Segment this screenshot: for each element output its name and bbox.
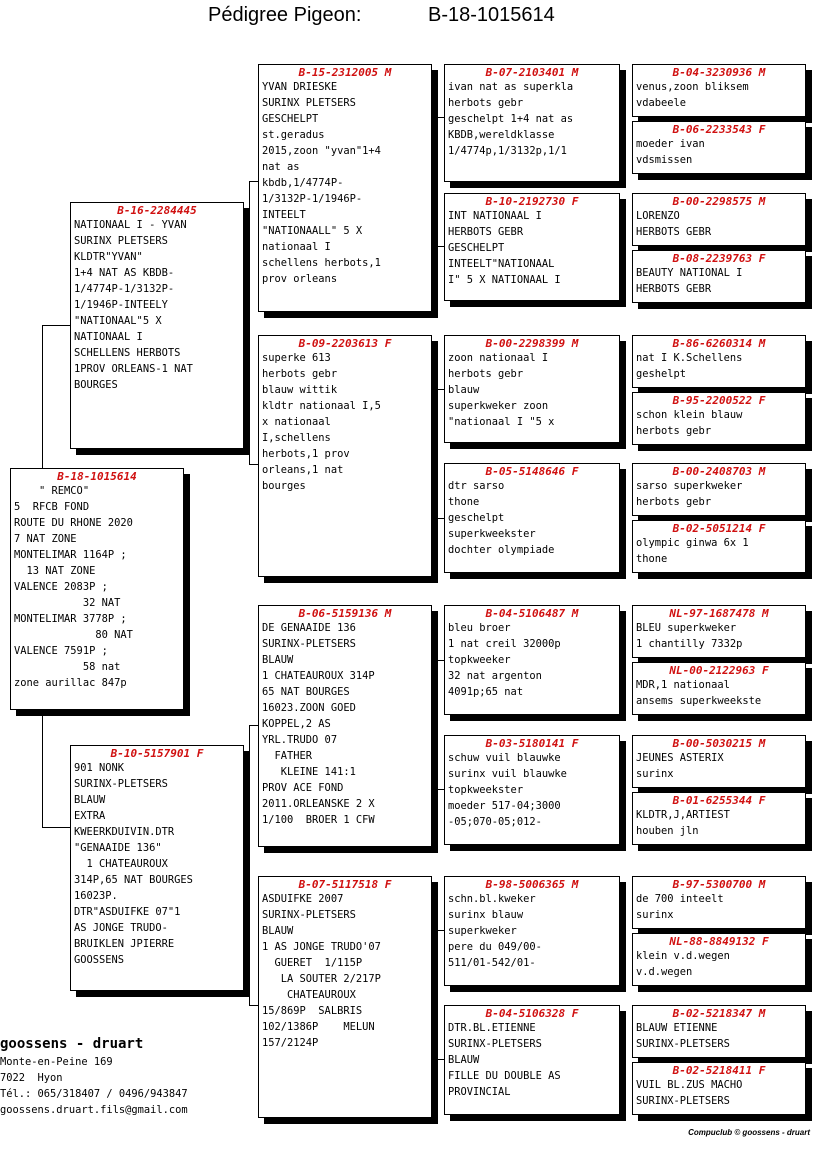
pigeon-notes: schn.bl.kweker surinx blauw superkweker pere du 049/00- 511/01-542/01- xyxy=(448,893,542,969)
connector xyxy=(436,789,444,790)
ring-number: B-16-2284445 xyxy=(117,204,197,217)
connector xyxy=(436,660,437,789)
owner-name: goossens - druart xyxy=(0,1036,144,1052)
pigeon-card-g5-2 xyxy=(632,121,806,174)
pigeon-card-sire xyxy=(70,202,244,449)
pigeon-card-g5-15 xyxy=(632,1005,806,1058)
pigeon-card-subject xyxy=(10,468,184,710)
ring-number: B-06-2233543 F xyxy=(672,123,766,136)
ring-number: B-05-5148646 F xyxy=(485,465,579,478)
ring-number: B-07-5117518 F xyxy=(298,878,392,891)
pigeon-notes: JEUNES ASTERIX surinx xyxy=(636,752,724,780)
pigeon-card-dam xyxy=(70,745,244,991)
pigeon-card-great-grandparent-1 xyxy=(444,64,620,182)
ring-number: B-97-5300700 M xyxy=(672,878,766,891)
ring-number: B-06-5159136 M xyxy=(298,607,392,620)
ring-number: B-04-3230936 M xyxy=(672,66,766,79)
ring-number: B-04-5106328 F xyxy=(485,1007,579,1020)
pigeon-notes: bleu broer 1 nat creil 32000p topkweeker 32 nat argenton 4091p;65 nat xyxy=(448,622,561,698)
pigeon-card-great-grandparent-2 xyxy=(444,193,620,301)
pigeon-card-g5-12 xyxy=(632,792,806,845)
pigeon-notes: superke 613 herbots gebr blauw wittik kldtr nationaal I,5 x nationaal I,schellens herbots,1 prov orleans,1 nat bourges xyxy=(262,352,381,492)
pigeon-notes: INT NATIONAAL I HERBOTS GEBR GESCHELPT INTEELT"NATIONAAL I" 5 X NATIONAAL I xyxy=(448,210,561,286)
pigeon-notes: schon klein blauw herbots gebr xyxy=(636,409,743,437)
ring-number: NL-88-8849132 F xyxy=(669,935,769,948)
pigeon-card-great-grandparent-4 xyxy=(444,463,620,573)
pigeon-card-great-grandparent-7 xyxy=(444,876,620,986)
connector xyxy=(249,464,258,465)
pigeon-notes: NATIONAAL I - YVAN SURINX PLETSERS KLDTR"YVAN" 1+4 NAT AS KBDB- 1/4774P-1/3132P- 1/1946P-INTEELY "NATIONAAL"5 X NATIONAAL I SCHELLENS HERBOTS 1PROV ORLEANS-1 NAT BOURGES xyxy=(74,219,193,391)
connector xyxy=(436,246,444,247)
pigeon-notes: MDR,1 nationaal ansems superkweekste xyxy=(636,679,762,707)
pigeon-notes: de 700 inteelt surinx xyxy=(636,893,724,921)
connector xyxy=(42,325,43,468)
owner-city: 7022 Hyon xyxy=(0,1072,63,1084)
pigeon-notes: 901 NONK SURINX-PLETSERS BLAUW EXTRA KWEERKDUIVIN.DTR "GENAAIDE 136" 1 CHATEAUROUX 314P,65 NAT BOURGES 16023P. DTR"ASDUIFKE 07"1 AS JONGE TRUDO- BRUIKLEN JPIERRE GOOSSENS xyxy=(74,762,193,966)
pigeon-notes: zoon nationaal I herbots gebr blauw superkweker zoon "nationaal I "5 x xyxy=(448,352,555,428)
owner-address: Monte-en-Peine 169 xyxy=(0,1056,113,1068)
pigeon-card-grandparent-3 xyxy=(258,605,432,847)
pigeon-notes: BLAUW ETIENNE SURINX-PLETSERS xyxy=(636,1022,730,1050)
ring-number: B-02-5218411 F xyxy=(672,1064,766,1077)
pigeon-notes: venus,zoon bliksem vdabeele xyxy=(636,81,749,109)
ring-number: B-00-2408703 M xyxy=(672,465,766,478)
pigeon-card-grandparent-1 xyxy=(258,64,432,312)
connector xyxy=(249,181,250,464)
connector xyxy=(436,117,444,118)
connector xyxy=(42,710,43,827)
pigeon-notes: ASDUIFKE 2007 SURINX-PLETSERS BLAUW 1 AS JONGE TRUDO'07 GUERET 1/115P LA SOUTER 2/217P CHATEAUROUX 15/869P SALBRIS 102/1386P MELUN 157/2124P xyxy=(262,893,381,1049)
title-ring: B-18-1015614 xyxy=(428,4,555,26)
pigeon-notes: BEAUTY NATIONAL I HERBOTS GEBR xyxy=(636,267,743,295)
pigeon-card-g5-3 xyxy=(632,193,806,246)
pigeon-notes: dtr sarso thone geschelpt superkweekster dochter olympiade xyxy=(448,480,555,556)
pigeon-card-g5-6 xyxy=(632,392,806,445)
pigeon-card-great-grandparent-3 xyxy=(444,335,620,443)
connector xyxy=(42,827,70,828)
pigeon-card-g5-11 xyxy=(632,735,806,788)
pigeon-notes: DE GENAAIDE 136 SURINX-PLETSERS BLAUW 1 CHATEAUROUX 314P 65 NAT BOURGES 16023.ZOON GOED KOPPEL,2 AS YRL.TRUDO 07 FATHER KLEINE 141:1 PROV ACE FOND 2011.ORLEANSKE 2 X 1/100 BROER 1 CFW xyxy=(262,622,375,826)
pigeon-notes: LORENZO HERBOTS GEBR xyxy=(636,210,712,238)
ring-number: B-10-5157901 F xyxy=(110,747,204,760)
pigeon-card-g5-13 xyxy=(632,876,806,929)
owner-email: goossens.druart.fils@gmail.com xyxy=(0,1104,188,1116)
pigeon-notes: schuw vuil blauwke surinx vuil blauwke topkweekster moeder 517-04;3000 -05;070-05;012- xyxy=(448,752,567,828)
ring-number: B-95-2200522 F xyxy=(672,394,766,407)
connector xyxy=(436,117,437,246)
ring-number: B-02-5218347 M xyxy=(672,1007,766,1020)
pigeon-card-g5-1 xyxy=(632,64,806,117)
connector xyxy=(249,181,258,182)
connector xyxy=(249,1005,258,1006)
ring-number: B-00-2298575 M xyxy=(672,195,766,208)
pigeon-card-g5-14 xyxy=(632,933,806,986)
pigeon-notes: moeder ivan vdsmissen xyxy=(636,138,705,166)
pigeon-notes: BLEU superkweker 1 chantilly 7332p xyxy=(636,622,743,650)
pigeon-card-g5-7 xyxy=(632,463,806,516)
pigeon-notes: " REMCO" 5 RFCB FOND ROUTE DU RHONE 2020 7 NAT ZONE MONTELIMAR 1164P ; 13 NAT ZONE VALENCE 2083P ; 32 NAT MONTELIMAR 3778P ; 80 NAT VALENCE 7591P ; 58 nat zone aurillac 847p xyxy=(14,485,133,689)
ring-number: B-03-5180141 F xyxy=(485,737,579,750)
pigeon-notes: sarso superkweker herbots gebr xyxy=(636,480,743,508)
pigeon-notes: YVAN DRIESKE SURINX PLETSERS GESCHELPT st.geradus 2015,zoon "yvan"1+4 nat as kbdb,1/4774P- 1/3132P-1/1946P- INTEELT "NATIONAALL" 5 X nationaal I schellens herbots,1 prov orleans xyxy=(262,81,381,285)
pigeon-card-great-grandparent-6 xyxy=(444,735,620,845)
connector xyxy=(436,389,437,518)
connector xyxy=(436,930,437,1059)
ring-number: B-18-1015614 xyxy=(57,470,137,483)
connector xyxy=(249,725,258,726)
ring-number: NL-97-1687478 M xyxy=(669,607,769,620)
pigeon-card-grandparent-2 xyxy=(258,335,432,577)
connector xyxy=(436,930,444,931)
pigeon-card-g5-16 xyxy=(632,1062,806,1115)
pigeon-card-g5-8 xyxy=(632,520,806,573)
connector xyxy=(249,725,250,1005)
connector xyxy=(436,1059,444,1060)
title-label: Pédigree Pigeon: xyxy=(208,4,362,26)
pigeon-notes: VUIL BL.ZUS MACHO SURINX-PLETSERS xyxy=(636,1079,743,1107)
connector xyxy=(436,660,444,661)
owner-phone: Tél.: 065/318407 / 0496/943847 xyxy=(0,1088,188,1100)
ring-number: B-00-2298399 M xyxy=(485,337,579,350)
owner-info xyxy=(0,1034,188,1118)
ring-number: B-02-5051214 F xyxy=(672,522,766,535)
ring-number: B-98-5006365 M xyxy=(485,878,579,891)
ring-number: B-10-2192730 F xyxy=(485,195,579,208)
ring-number: B-07-2103401 M xyxy=(485,66,579,79)
pigeon-notes: nat I K.Schellens geshelpt xyxy=(636,352,743,380)
ring-number: B-04-5106487 M xyxy=(485,607,579,620)
ring-number: B-00-5030215 M xyxy=(672,737,766,750)
ring-number: B-09-2203613 F xyxy=(298,337,392,350)
ring-number: NL-00-2122963 F xyxy=(669,664,769,677)
connector xyxy=(436,389,444,390)
ring-number: B-15-2312005 M xyxy=(298,66,392,79)
pigeon-card-grandparent-4 xyxy=(258,876,432,1118)
pigeon-notes: DTR.BL.ETIENNE SURINX-PLETSERS BLAUW FILLE DU DOUBLE AS PROVINCIAL xyxy=(448,1022,561,1098)
pigeon-card-g5-5 xyxy=(632,335,806,388)
pigeon-notes: KLDTR,J,ARTIEST houben jln xyxy=(636,809,730,837)
ring-number: B-86-6260314 M xyxy=(672,337,766,350)
pigeon-card-g5-9 xyxy=(632,605,806,658)
pigeon-notes: olympic ginwa 6x 1 thone xyxy=(636,537,749,565)
pigeon-card-g5-10 xyxy=(632,662,806,715)
ring-number: B-01-6255344 F xyxy=(672,794,766,807)
pigeon-card-great-grandparent-5 xyxy=(444,605,620,715)
footer-copyright: Compuclub © goossens - druart xyxy=(688,1128,810,1137)
ring-number: B-08-2239763 F xyxy=(672,252,766,265)
connector xyxy=(42,325,70,326)
pigeon-notes: ivan nat as superkla herbots gebr geschelpt 1+4 nat as KBDB,wereldklasse 1/4774p,1/3132p,1/1 xyxy=(448,81,574,157)
pigeon-notes: klein v.d.wegen v.d.wegen xyxy=(636,950,730,978)
connector xyxy=(436,518,444,519)
pigeon-card-great-grandparent-8 xyxy=(444,1005,620,1115)
pigeon-card-g5-4 xyxy=(632,250,806,303)
